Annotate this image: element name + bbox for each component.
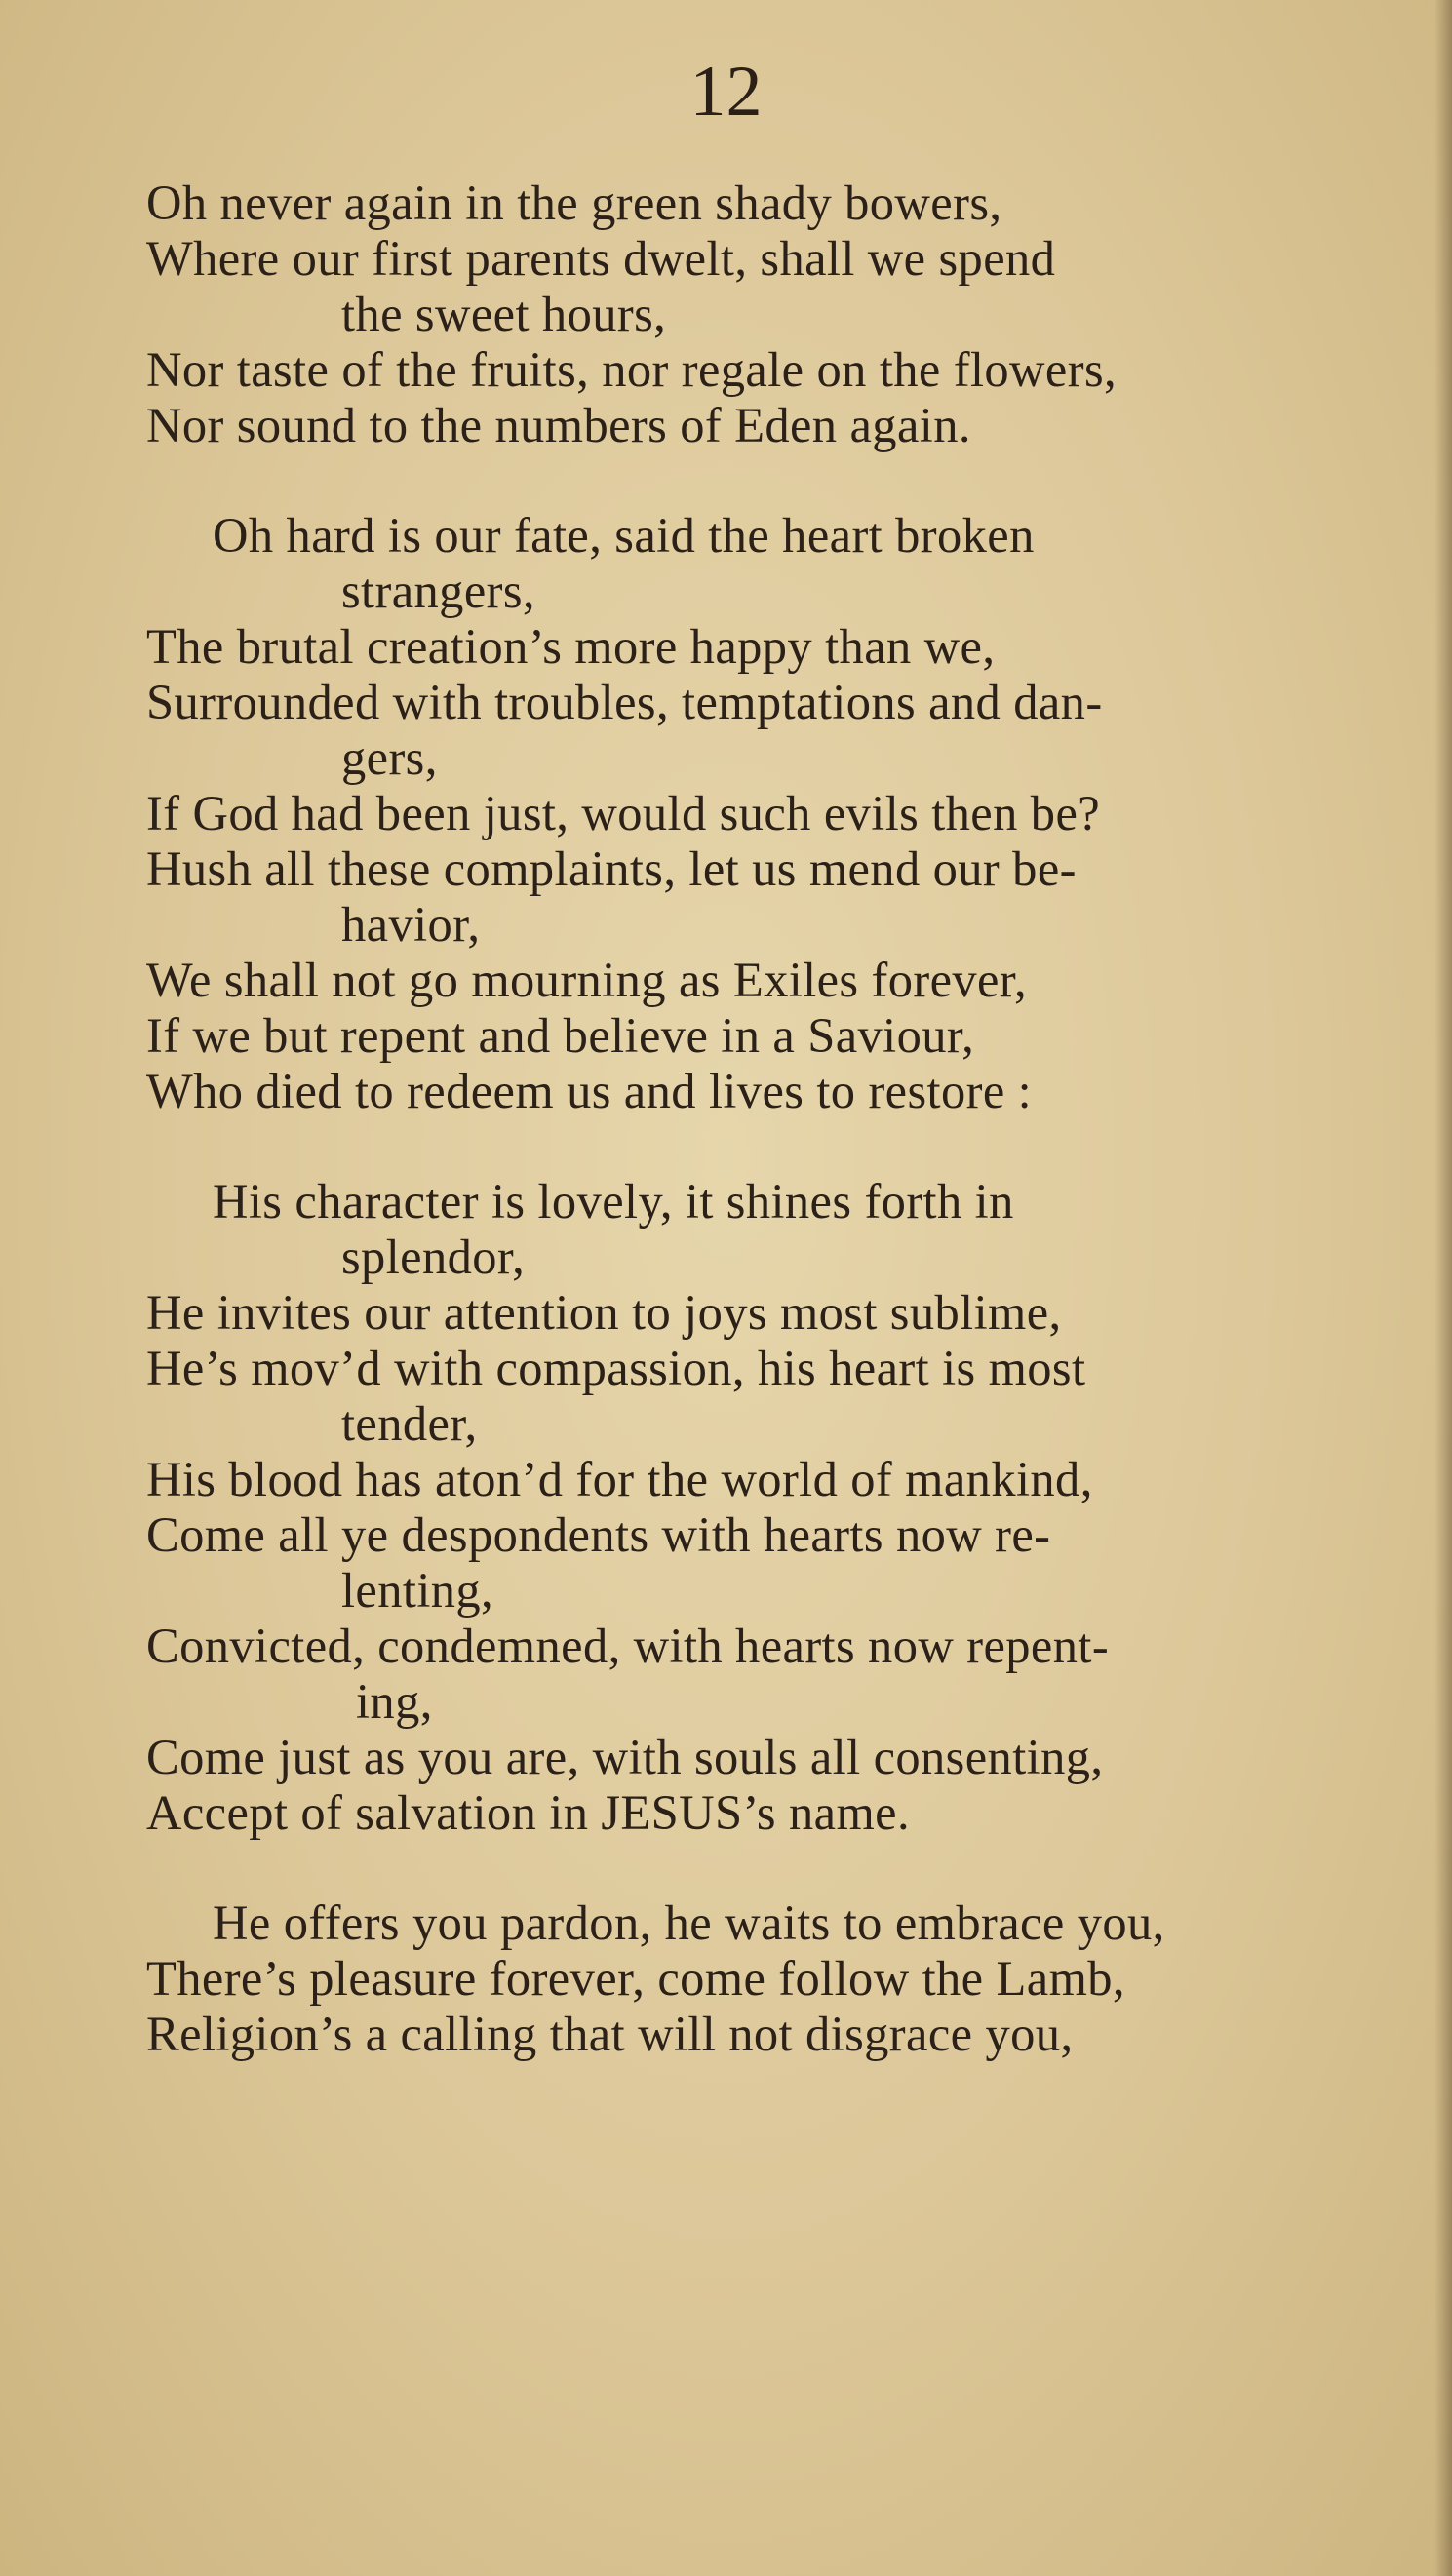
- poem-line: Where our first parents dwelt, shall we spend: [146, 231, 1056, 286]
- poem-line: If we but repent and believe in a Saviour,: [146, 1008, 975, 1063]
- stanza: [146, 1174, 1433, 1841]
- poem-line-continuation: havior,: [341, 897, 481, 952]
- poem-line: Nor sound to the numbers of Eden again.: [146, 398, 971, 452]
- stanza: [146, 1895, 1433, 2062]
- poem-line-continuation: splendor,: [341, 1229, 526, 1284]
- poem-text: [146, 176, 1433, 2117]
- poem-line: If God had been just, would such evils then be?: [146, 786, 1101, 840]
- stanza: [146, 176, 1433, 453]
- poem-line: Who died to redeem us and lives to restore :: [146, 1064, 1033, 1118]
- poem-line: He invites our attention to joys most sublime,: [146, 1285, 1062, 1340]
- poem-line: We shall not go mourning as Exiles forever,: [146, 953, 1028, 1007]
- poem-line-indented: Oh hard is our fate, said the heart broken: [213, 508, 1035, 563]
- poem-line-continuation: ing,: [356, 1674, 433, 1729]
- poem-line: The brutal creation’s more happy than we,: [146, 619, 996, 674]
- poem-line: He’s mov’d with compassion, his heart is most: [146, 1341, 1086, 1395]
- poem-line: Accept of salvation in JESUS’s name.: [146, 1785, 910, 1840]
- poem-line-continuation: strangers,: [341, 564, 535, 618]
- poem-line: Convicted, condemned, with hearts now repent-: [146, 1619, 1110, 1673]
- poem-line-continuation: lenting,: [341, 1563, 494, 1618]
- poem-line-continuation: tender,: [341, 1396, 478, 1451]
- page-number: 12: [689, 52, 763, 132]
- poem-line-indented: He offers you pardon, he waits to embrace you,: [213, 1895, 1165, 1950]
- poem-line: Oh never again in the green shady bowers,: [146, 176, 1002, 230]
- poem-line: Come all ye despondents with hearts now re-: [146, 1507, 1051, 1562]
- poem-line-continuation: gers,: [341, 730, 438, 785]
- stanza: [146, 508, 1433, 1119]
- poem-line: Nor taste of the fruits, nor regale on the flowers,: [146, 342, 1118, 397]
- poem-line: Religion’s a calling that will not disgrace you,: [146, 2007, 1074, 2061]
- poem-line: Come just as you are, with souls all consenting,: [146, 1730, 1104, 1784]
- poem-line: Hush all these complaints, let us mend our be-: [146, 841, 1077, 896]
- poem-line: His blood has aton’d for the world of mankind,: [146, 1452, 1093, 1506]
- poem-line-indented: His character is lovely, it shines forth in: [213, 1174, 1014, 1229]
- poem-line: Surrounded with troubles, temptations and dan-: [146, 675, 1103, 729]
- poem-line-continuation: the sweet hours,: [341, 287, 667, 341]
- poem-line: There’s pleasure forever, come follow the Lamb,: [146, 1951, 1125, 2006]
